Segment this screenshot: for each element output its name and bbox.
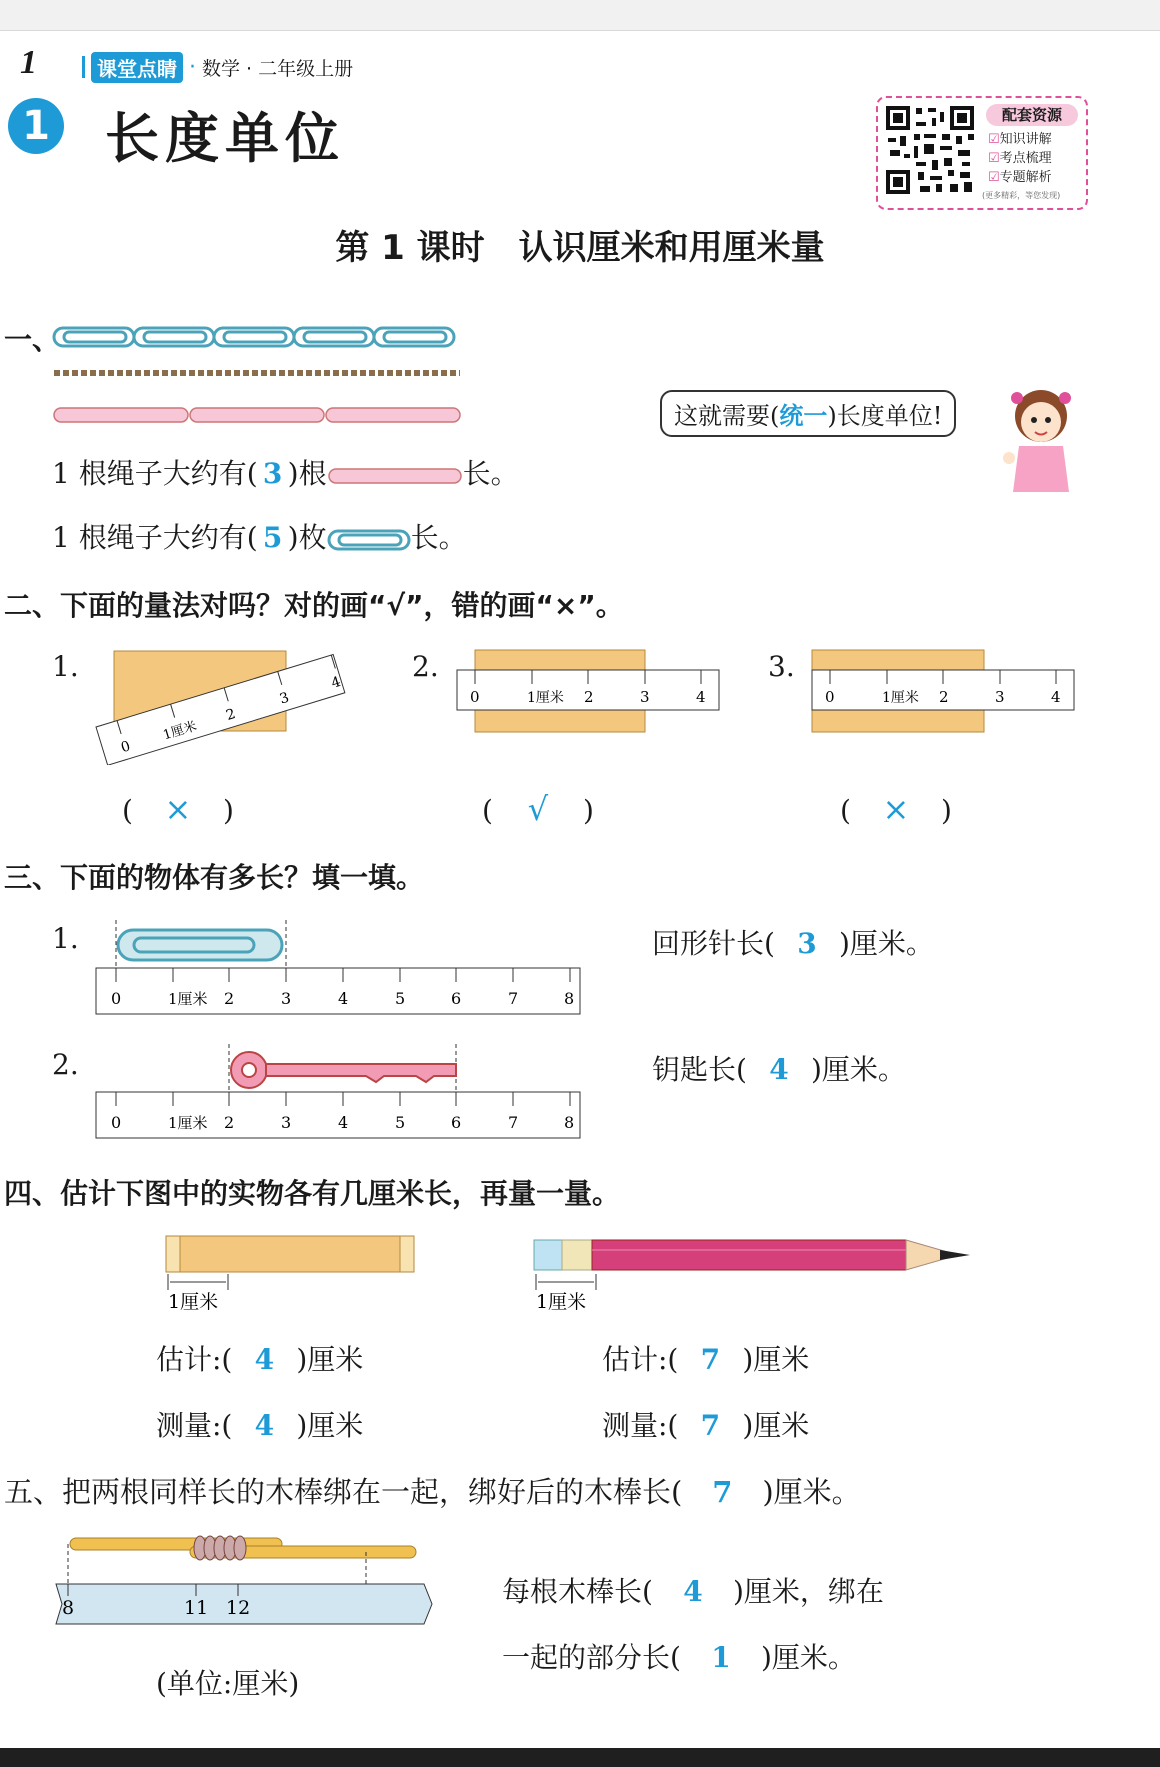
unit-note: (单位:厘米) <box>156 1667 300 1700</box>
svg-text:7: 7 <box>508 1113 519 1132</box>
s2-figure-3-ruler <box>810 648 1076 734</box>
svg-text:3: 3 <box>640 688 650 706</box>
unit-title: 长度单位 <box>105 107 345 170</box>
s3-question-2: 钥匙长( 4 )厘米。 <box>652 1053 906 1086</box>
svg-text:1厘米: 1厘米 <box>536 1291 587 1310</box>
unit-label: 1厘米 <box>168 1291 219 1310</box>
svg-text:3: 3 <box>281 1113 292 1132</box>
svg-text:2: 2 <box>939 688 949 706</box>
s2-item-number: 1. <box>52 650 79 683</box>
speech-answer: 统一 <box>779 401 828 430</box>
checkbox-icon: ☑ <box>988 151 1000 166</box>
s3-paperclip-ruler-figure <box>94 916 584 1018</box>
svg-text:3: 3 <box>281 989 292 1008</box>
section-3-title: 三、下面的物体有多长？填一填。 <box>4 861 425 894</box>
svg-text:0: 0 <box>119 738 133 757</box>
s2-item-number: 2. <box>412 650 439 683</box>
brand-dot: · <box>189 54 196 80</box>
svg-text:3: 3 <box>995 688 1005 706</box>
s4-right-measure-answer: 7 <box>700 1409 721 1442</box>
svg-text:0: 0 <box>470 688 480 706</box>
qr-item: ☑知识讲解 <box>988 132 1052 147</box>
s3-q2-answer: 4 <box>769 1053 789 1086</box>
speech-bubble: 这就需要(统一)长度单位! <box>660 390 956 437</box>
s4-left-measure: 测量:( 4 )厘米 <box>156 1409 364 1442</box>
knot-icon <box>194 1536 246 1560</box>
section-2-title: 二、下面的量法对吗？对的画“√”，错的画“×”。 <box>4 589 624 622</box>
brand-tag: 课堂点睛 <box>91 52 183 83</box>
s2-answer-3: ( × ) <box>840 790 952 828</box>
s2-answer-1: ( × ) <box>122 790 234 828</box>
svg-text:4: 4 <box>338 989 349 1008</box>
checkbox-icon: ☑ <box>988 132 1000 147</box>
pencil-with-scale-figure <box>530 1230 980 1310</box>
svg-text:8: 8 <box>62 1597 75 1619</box>
section-1-label: 一、 <box>4 323 61 356</box>
book-brand <box>82 52 353 82</box>
svg-text:0: 0 <box>111 989 122 1008</box>
s1-q1-answer: 3 <box>262 457 283 490</box>
svg-text:5: 5 <box>395 989 406 1008</box>
s4-right-estimate-answer: 7 <box>700 1343 721 1376</box>
s1-question-1: 1 根绳子大约有( 3 )根 长。 <box>52 457 519 490</box>
svg-text:2: 2 <box>224 706 238 725</box>
svg-text:7: 7 <box>508 989 519 1008</box>
svg-text:2: 2 <box>224 989 235 1008</box>
s3-item-number: 1. <box>52 922 79 955</box>
qr-item: ☑专题解析 <box>988 170 1052 185</box>
s2-figure-2-ruler <box>455 648 721 734</box>
s5-title-answer: 7 <box>712 1475 733 1509</box>
s1-question-2: 1 根绳子大约有( 5 )枚 长。 <box>52 521 467 554</box>
s3-key-ruler-figure <box>94 1040 584 1142</box>
svg-text:8: 8 <box>564 1113 575 1132</box>
qr-panel-items <box>988 130 1052 187</box>
svg-text:8: 8 <box>564 989 575 1008</box>
svg-text:6: 6 <box>451 1113 462 1132</box>
section-4-title: 四、估计下图中的实物各有几厘米长，再量一量。 <box>4 1177 621 1210</box>
svg-text:6: 6 <box>451 989 462 1008</box>
section-5-title: 五、把两根同样长的木棒绑在一起，绑好后的木棒长( 7 )厘米。 <box>4 1475 861 1509</box>
svg-text:1厘米: 1厘米 <box>168 990 208 1008</box>
book-subject: 数学 · 二年级上册 <box>202 57 354 80</box>
top-bar <box>0 0 1160 31</box>
brand-divider <box>82 56 85 78</box>
s1-q2-answer: 5 <box>262 521 283 554</box>
svg-text:12: 12 <box>226 1597 251 1619</box>
qr-resource-panel[interactable] <box>876 96 1088 210</box>
s3-q1-answer: 3 <box>797 927 817 960</box>
s4-right-estimate: 估计:( 7 )厘米 <box>602 1343 810 1376</box>
svg-text:11: 11 <box>184 1597 209 1619</box>
svg-text:5: 5 <box>395 1113 406 1132</box>
s2-figure-1-tilted-ruler <box>90 645 370 765</box>
s5-stick-length-answer: 4 <box>683 1575 703 1608</box>
svg-text:4: 4 <box>338 1113 349 1132</box>
paperclip-rope-straw-figure <box>50 318 470 428</box>
svg-text:4: 4 <box>329 673 343 692</box>
svg-text:0: 0 <box>825 688 835 706</box>
s4-left-estimate-answer: 4 <box>254 1343 275 1376</box>
s2-item-number: 3. <box>768 650 795 683</box>
svg-text:1厘米: 1厘米 <box>168 1114 208 1132</box>
s3-item-number: 2. <box>52 1048 79 1081</box>
qr-item: ☑考点梳理 <box>988 151 1052 166</box>
straw-icon <box>327 467 463 485</box>
checkbox-icon: ☑ <box>988 170 1000 185</box>
s2-answer-2: ( √ ) <box>482 790 594 828</box>
s4-left-estimate: 估计:( 4 )厘米 <box>156 1343 364 1376</box>
svg-text:4: 4 <box>696 688 706 706</box>
s5-line-2: 一起的部分长( 1 )厘米。 <box>502 1641 856 1674</box>
page-number: 1 <box>20 44 37 81</box>
svg-text:0: 0 <box>111 1113 122 1132</box>
svg-text:2: 2 <box>224 1113 235 1132</box>
tied-sticks-ruler-figure <box>50 1530 440 1640</box>
qr-code-icon[interactable] <box>884 104 976 196</box>
paperclip-icon <box>327 529 411 551</box>
s4-left-measure-answer: 4 <box>254 1409 275 1442</box>
s5-overlap-answer: 1 <box>711 1641 731 1674</box>
eraser-with-scale-figure <box>160 1230 430 1310</box>
bottom-bar <box>0 1748 1160 1767</box>
girl-character-icon <box>995 382 1087 494</box>
lesson-title: 第 1 课时 认识厘米和用厘米量 <box>335 228 825 268</box>
ruler-unit-label: 1厘米 <box>161 718 199 744</box>
svg-text:2: 2 <box>584 688 594 706</box>
svg-text:1厘米: 1厘米 <box>882 690 919 706</box>
svg-text:3: 3 <box>277 689 292 708</box>
s5-line-1: 每根木棒长( 4 )厘米，绑在 <box>502 1575 884 1608</box>
unit-number-badge: 1 <box>8 98 64 154</box>
s3-question-1: 回形针长( 3 )厘米。 <box>652 927 934 960</box>
s4-right-measure: 测量:( 7 )厘米 <box>602 1409 810 1442</box>
svg-text:1厘米: 1厘米 <box>527 690 564 706</box>
qr-panel-title: 配套资源 <box>986 104 1078 126</box>
qr-footnote: (更多精彩，等您发现) <box>982 191 1061 200</box>
svg-text:4: 4 <box>1051 688 1061 706</box>
